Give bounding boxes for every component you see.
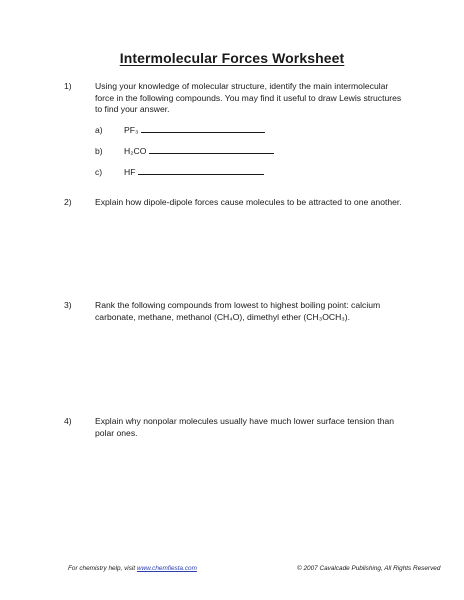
footer-help-text: For chemistry help, visit: [68, 565, 137, 572]
question-4: [64, 416, 404, 439]
question-text: Explain why nonpolar molecules usually have much lower surface tension than polar ones.: [95, 416, 395, 438]
question-number: 1): [64, 81, 72, 91]
question-3: [64, 300, 404, 323]
sub-item-formula: H₂CO: [124, 146, 147, 156]
sub-item-formula: HF: [124, 167, 136, 177]
chemfiesta-link[interactable]: www.chemfiesta.com: [136, 565, 197, 572]
question-number: 4): [64, 416, 72, 426]
footer-copyright: © 2007 Cavalcade Publishing, All Rights Reserved: [297, 565, 441, 572]
answer-blank[interactable]: [141, 124, 265, 133]
question-1: [64, 81, 404, 116]
question-text: Using your knowledge of molecular structure, identify the main intermolecular force in the following compounds. You may find it useful to draw Lewis structures to find your answer.: [95, 81, 402, 114]
worksheet-title: Intermolecular Forces Worksheet: [119, 50, 345, 66]
answer-blank[interactable]: [138, 166, 264, 175]
question-2: [64, 197, 404, 209]
sub-item-c: [95, 166, 264, 178]
sub-item-formula: PF₃: [124, 125, 139, 135]
sub-item-letter: a): [95, 125, 103, 135]
sub-item-a: [95, 124, 265, 136]
sub-item-b: [95, 145, 274, 157]
question-number: 3): [64, 300, 72, 310]
question-text: Explain how dipole-dipole forces cause molecules to be attracted to one another.: [95, 197, 402, 207]
question-number: 2): [64, 197, 72, 207]
sub-item-letter: b): [95, 146, 103, 156]
question-text: Rank the following compounds from lowest to highest boiling point: calcium carbonate, methane, methanol (CH₄O), dimethyl ether (CH₃OCH₃).: [95, 300, 381, 322]
answer-blank[interactable]: [149, 145, 274, 154]
sub-item-letter: c): [95, 167, 103, 177]
footer-help: [68, 565, 197, 573]
